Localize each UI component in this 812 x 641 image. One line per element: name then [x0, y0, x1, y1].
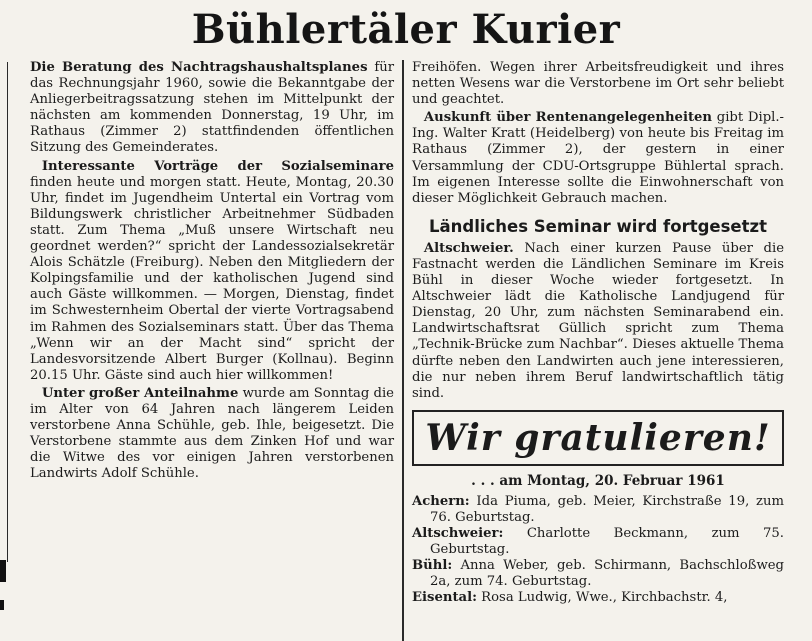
article-text: finden heute und morgen statt. Heute, Montag, 20.30 Uhr, findet im Jugendheim Untertal ein Vortrag vom Bildungswerk christlicher Arbeitnehmer Südbaden statt. Zum Thema „Muß unsere Wirtschaft neu geordnet werden?“ spricht der Landessozialsekretär Alois Schätzle (Freiburg). Neben den Mitgliedern der Kolpingsfamilie und der katholischen Jugend sind auch Gäste willkommen. — Morgen, Dienstag, findet im Schwesternheim Obertal der vierte Vortragsabend im Rahmen des Sozialseminars statt. Über das Thema „Wenn wir an der Macht sind“ spricht der Landesvorsitzende Albert Burger (Kollnau). Beginn 20.15 Uhr. Gäste sind auch hier willkommen! — [30, 174, 394, 383]
article-lead: Altschweier. — [423, 240, 514, 256]
article-lead: Auskunft über Rentenangelegenheiten — [423, 110, 713, 126]
entry-place: Eisental: — [412, 590, 477, 606]
article-pension — [412, 110, 784, 207]
article-budget — [30, 60, 394, 157]
column-divider — [402, 60, 404, 641]
birthday-entry — [412, 558, 784, 590]
entry-place: Bühl: — [412, 558, 453, 574]
right-column — [412, 60, 784, 606]
article-text: Nach einer kurzen Pause über die Fastnacht werden die Ländlichen Seminare im Kreis Bühl in dieser Woche wieder fortgesetzt. In Altschweier lädt die Katholische Landjugend für Dienstag, 20 Uhr, zum nächsten Seminarabend ein. Landwirtschaftsrat Güllich spricht zum Thema „Technik-Brücke zum Nachbar“. Dieses aktuelle Thema dürfte neben den Landwirten auch jene interessieren, die nur neben ihrem Beruf landwirtschaftlich tätig sind. — [412, 240, 784, 401]
birthday-entry — [412, 590, 784, 606]
article-lead: Interessante Vorträge der Sozialseminare — [41, 158, 394, 174]
scan-edge-mark — [0, 600, 4, 610]
seminar-heading: Ländliches Seminar wird fortgesetzt — [428, 216, 767, 236]
left-column — [30, 60, 394, 482]
entry-text: Rosa Ludwig, Wwe., Kirchbachstr. 4, — [476, 590, 728, 606]
article-funeral — [30, 386, 394, 483]
article-text: wurde am Sonntag die im Alter von 64 Jahren nach längerem Leiden verstorbene Anna Schühle, geb. Ihle, beigesetzt. Die Verstorbene stammte aus dem Zinken Hof und war die Witwe des vor einigen Jahren verstorbenen Landwirts Adolf Schühle. — [30, 385, 394, 482]
entry-place: Achern: — [412, 493, 470, 509]
entry-place: Altschweier: — [412, 525, 504, 541]
entry-text: Charlotte Beckmann, zum 75. Geburtstag. — [430, 525, 784, 558]
article-lead: Die Beratung des Nachtragshaushaltsplanes — [30, 60, 368, 75]
congratulations-dateline: . . . am Montag, 20. Februar 1961 — [471, 472, 725, 489]
left-edge-rule — [7, 62, 8, 562]
entry-text: Ida Piuma, geb. Meier, Kirchstraße 19, zum 76. Geburtstag. — [430, 493, 784, 525]
scan-edge-mark — [0, 560, 6, 582]
congratulations-box — [412, 410, 784, 466]
entry-text: Anna Weber, geb. Schirmann, Bachschloßweg 2a, zum 74. Geburtstag. — [430, 558, 784, 590]
article-funeral-continuation: Freihöfen. Wegen ihrer Arbeitsfreudigkeit und ihres netten Wesens war die Verstorbene im Ort sehr beliebt und geachtet. — [412, 60, 784, 108]
article-rural-seminar — [412, 241, 784, 402]
article-seminars — [30, 159, 394, 384]
article-lead: Unter großer Anteilnahme — [41, 385, 239, 401]
article-text: gibt Dipl.-Ing. Walter Kratt (Heidelberg) von heute bis Freitag im Rathaus (Zimmer 2), der gestern in einer Versammlung der CDU-Ortsgruppe Bühlertal sprach. Im eigenen Interesse sollte die Einwohnerschaft von dieser Möglichkeit Gebrauch machen. — [412, 110, 784, 206]
congratulations-title: Wir gratulieren! — [425, 416, 771, 459]
birthday-entry — [412, 494, 784, 526]
birthday-entry — [412, 526, 784, 558]
article-text: für das Rechnungsjahr 1960, sowie die Bekanntgabe der Anliegerbeitragssatzung stehen im Mittelpunkt der nächsten am kommenden Donnerstag, 19 Uhr, im Rathaus (Zimmer 2) stattfindenden öffentlichen Sitzung des Gemeinderates. — [30, 60, 395, 156]
newspaper-masthead: Bühlertäler Kurier — [191, 6, 621, 53]
